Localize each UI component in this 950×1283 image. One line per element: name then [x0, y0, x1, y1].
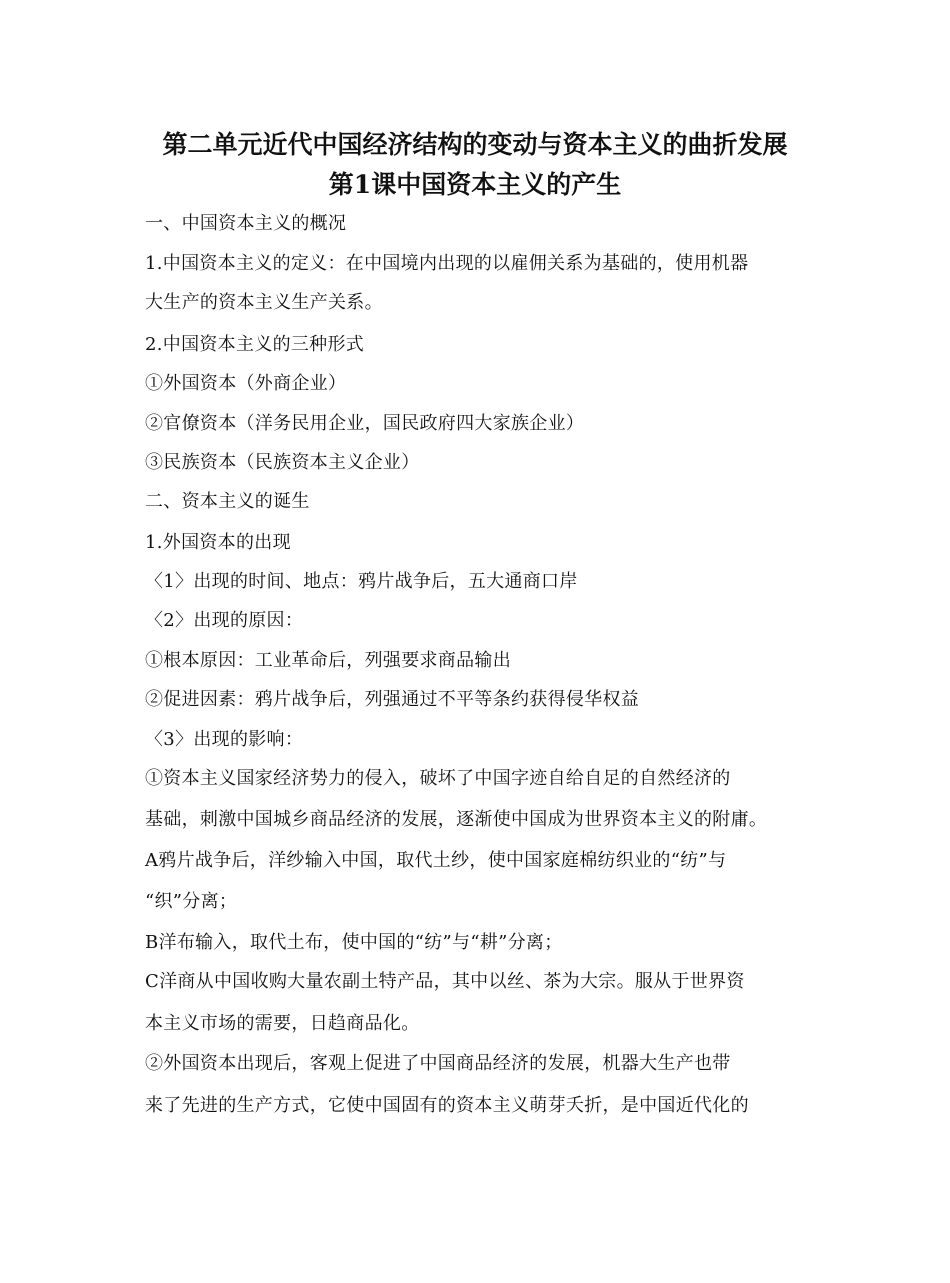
list-item: ②外国资本出现后，客观上促进了中国商品经济的发展，机器大生产也带 [145, 1053, 731, 1074]
section-heading: 二、资本主义的诞生 [145, 491, 310, 512]
paragraph-line: “织”分离； [145, 891, 238, 912]
list-item: ①资本主义国家经济势力的侵入，破坏了中国字迹自给自足的自然经济的 [145, 768, 731, 789]
list-item: ②官僚资本（洋务民用企业，国民政府四大家族企业） [145, 413, 585, 434]
paragraph-line: 1.外国资本的出现 [145, 532, 291, 553]
paragraph-line: 〈3〉出现的影响： [145, 729, 304, 750]
paragraph-line: A鸦片战争后，洋纱输入中国，取代土纱，使中国家庭棉纺织业的“纺”与 [145, 850, 727, 871]
paragraph-line: 〈2〉出现的原因： [145, 610, 304, 631]
paragraph-line: C洋商从中国收购大量农副土特产品，其中以丝、茶为大宗。服从于世界资 [145, 971, 745, 992]
paragraph-line: 1.中国资本主义的定义：在中国境内出现的以雇佣关系为基础的，使用机器 [145, 253, 749, 274]
paragraph-line: 2.中国资本主义的三种形式 [145, 334, 365, 355]
paragraph-line: 来了先进的生产方式，它使中国固有的资本主义萌芽夭折，是中国近代化的 [145, 1095, 749, 1116]
section-heading: 一、中国资本主义的概况 [145, 213, 347, 234]
unit-title: 第二单元近代中国经济结构的变动与资本主义的曲折发展 [162, 130, 788, 159]
paragraph-line: 基础，刺激中国城乡商品经济的发展，逐渐使中国成为世界资本主义的附庸。 [145, 809, 768, 830]
list-item: ③民族资本（民族资本主义企业） [145, 452, 420, 473]
paragraph-line: 本主义市场的需要，日趋商品化。 [145, 1013, 420, 1034]
list-item: ①外国资本（外商企业） [145, 373, 347, 394]
list-item: ②促进因素：鸦片战争后，列强通过不平等条约获得侵华权益 [145, 689, 640, 710]
paragraph-line: 大生产的资本主义生产关系。 [145, 292, 383, 313]
list-item: ①根本原因：工业革命后，列强要求商品输出 [145, 650, 511, 671]
paragraph-line: 〈1〉出现的时间、地点：鸦片战争后，五大通商口岸 [145, 571, 578, 592]
paragraph-line: B洋布输入，取代土布，使中国的“纺”与“耕”分离； [145, 932, 563, 953]
lesson-title: 第1课中国资本主义的产生 [328, 170, 622, 199]
